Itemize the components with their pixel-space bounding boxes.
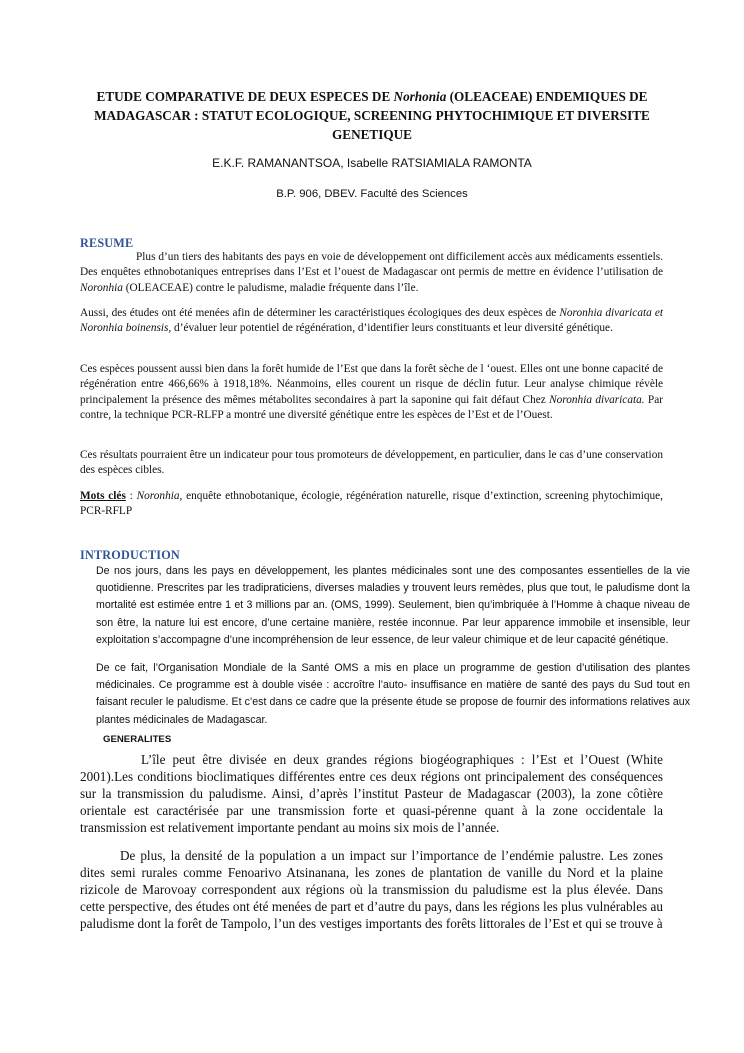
resume-heading: RESUME	[80, 236, 134, 250]
keywords-list: enquête ethnobotanique, écologie, régénération naturelle, risque d’extinction, screening phytochimique, PCR-RFLP	[80, 490, 663, 518]
resume-p1-text-a: Plus d’un tiers des habitants des pays en voie de développement ont difficilement accès aux médicaments essentiels. Des enquêtes ethnobotaniques entreprises dans l’Est et l’ouest de Madagascar ont permis de mettre en évidence l’utilisation de	[80, 251, 663, 279]
resume-p2-species: Noronhia divaricata et Noronhia boinensis,	[80, 307, 663, 335]
introduction-paragraph-2: De ce fait, l’Organisation Mondiale de la Santé OMS a mis en place un programme de gestion d’utilisation des plantes médicinales. Ce programme est à double visée : accroître l’auto- insuffisance en matière de santé des pays du Sud tout en faisant reculer le paludisme. Et c’est dans ce cadre que la présente étude se propose de fournir des informations relatives aux plantes médicinales de Madagascar.	[96, 662, 690, 726]
generalites-p1-text: L’île peut être divisée en deux grandes régions biogéographiques : l’Est et l’Ouest (White 2001).Les conditions bioclimatiques différentes entre ces deux régions ont principalement des conséquences sur la transmission du paludisme. Ainsi, d’après l’institut Pasteur de Madagascar (2003), la zone côtière orientale est caractérisée par une transmission forte et quasi-pérenne quant à la zone occidentale la transmission est relativement importante pendant au moins six mois de l’année.	[80, 752, 663, 836]
keywords-colon: :	[125, 490, 137, 502]
paper-title	[76, 87, 668, 144]
resume-p3-text-b: Par contre, la technique PCR-RLFP a montré une diversité génétique entre les espèces de l’Est et de l’Ouest.	[80, 393, 663, 421]
resume-paragraph-2	[80, 306, 663, 337]
resume-paragraph-4	[80, 448, 663, 479]
resume-paragraph-1	[80, 250, 663, 296]
resume-p1-text-b: (OLEACEAE) contre le paludisme, maladie fréquente dans l’île.	[122, 281, 419, 294]
resume-p2-text-a: Aussi, des études ont été menées afin de déterminer les caractéristiques écologiques des deux espèces de	[80, 307, 560, 319]
resume-p4-text: Ces résultats pourraient être un indicateur pour tous promoteurs de développement, en particulier, dans le cas d’une conservation des espèces cibles.	[80, 449, 663, 477]
title-part-1: ETUDE COMPARATIVE DE DEUX ESPECES DE	[96, 89, 394, 104]
generalites-paragraph-1	[80, 751, 663, 836]
generalites-heading: GENERALITES	[103, 734, 172, 745]
generalites-paragraph-2	[80, 847, 663, 932]
resume-p3-species: Noronhia divaricata.	[549, 393, 645, 406]
introduction-paragraph-1: De nos jours, dans les pays en développement, les plantes médicinales sont une des composantes essentielles de la vie quotidienne. Prescrites par les tradipraticiens, diverses maladies y trouvent leurs remèdes, plus que tout, le paludisme dont la mortalité est estimée entre 1 et 3 millions par an. (OMS, 1999). Seulement, bien qu’imbriquée à l’Homme à chaque niveau de son être, la nature lui est encore, d’une certaine manière, restée inconnue. Par leur apparence immobile et insensible, leur exploitation s’accompagne d’une incompréhension de leur essence, de leur valeur chimique et de leur capacité génétique.	[96, 565, 690, 646]
generalites-p2-text: De plus, la densité de la population a un impact sur l’importance de l’endémie palustre. Les zones dites semi rurales comme Fenoarivo Atsinanana, les zones de plantation de vanille du Nord et la plaine rizicole de Marovoay correspondent aux régions où la transmission du paludisme est la plus élevée. Dans cette perspective, des études ont été menées de part et d’autre du pays, dans les régions les plus vulnérables au paludisme dont la forêt de Tampolo, l’un des vestiges importants des forêts littorales de l’Est et qui se trouve à	[80, 848, 663, 932]
resume-p2-text-b: d’évaluer leur potentiel de régénération, d’identifier leurs constituants et leur diversité génétique.	[171, 322, 613, 335]
keywords	[80, 489, 663, 520]
title-genus: Norhonia	[393, 89, 447, 104]
resume-p3-text-a: Ces espèces poussent aussi bien dans la forêt humide de l’Est que dans la forêt sèche de l ‘ouest. Elles ont une bonne capacité de régénération entre 466,66% à 1918,18%. Néanmoins, elles courent un risque de déclin futur. Leur analyse chimique révèle principalement la présence des mêmes métabolites secondaires à part la saponine qui fait défaut Chez	[80, 363, 663, 406]
resume-paragraph-3	[80, 362, 663, 423]
affiliation: B.P. 906, DBEV. Faculté des Sciences	[276, 188, 468, 200]
title-part-2: (OLEACEAE) ENDEMIQUES DE MADAGASCAR : STATUT ECOLOGIQUE, SCREENING PHYTOCHIMIQUE ET DIVERSITE GENETIQUE	[94, 89, 650, 142]
introduction-heading: INTRODUCTION	[80, 548, 180, 562]
authors: E.K.F. RAMANANTSOA, Isabelle RATSIAMIALA RAMONTA	[212, 156, 532, 170]
keywords-genus: Noronhia,	[136, 490, 183, 502]
resume-p1-genus: Noronhia	[80, 281, 123, 294]
keywords-label: Mots clés	[80, 490, 126, 502]
